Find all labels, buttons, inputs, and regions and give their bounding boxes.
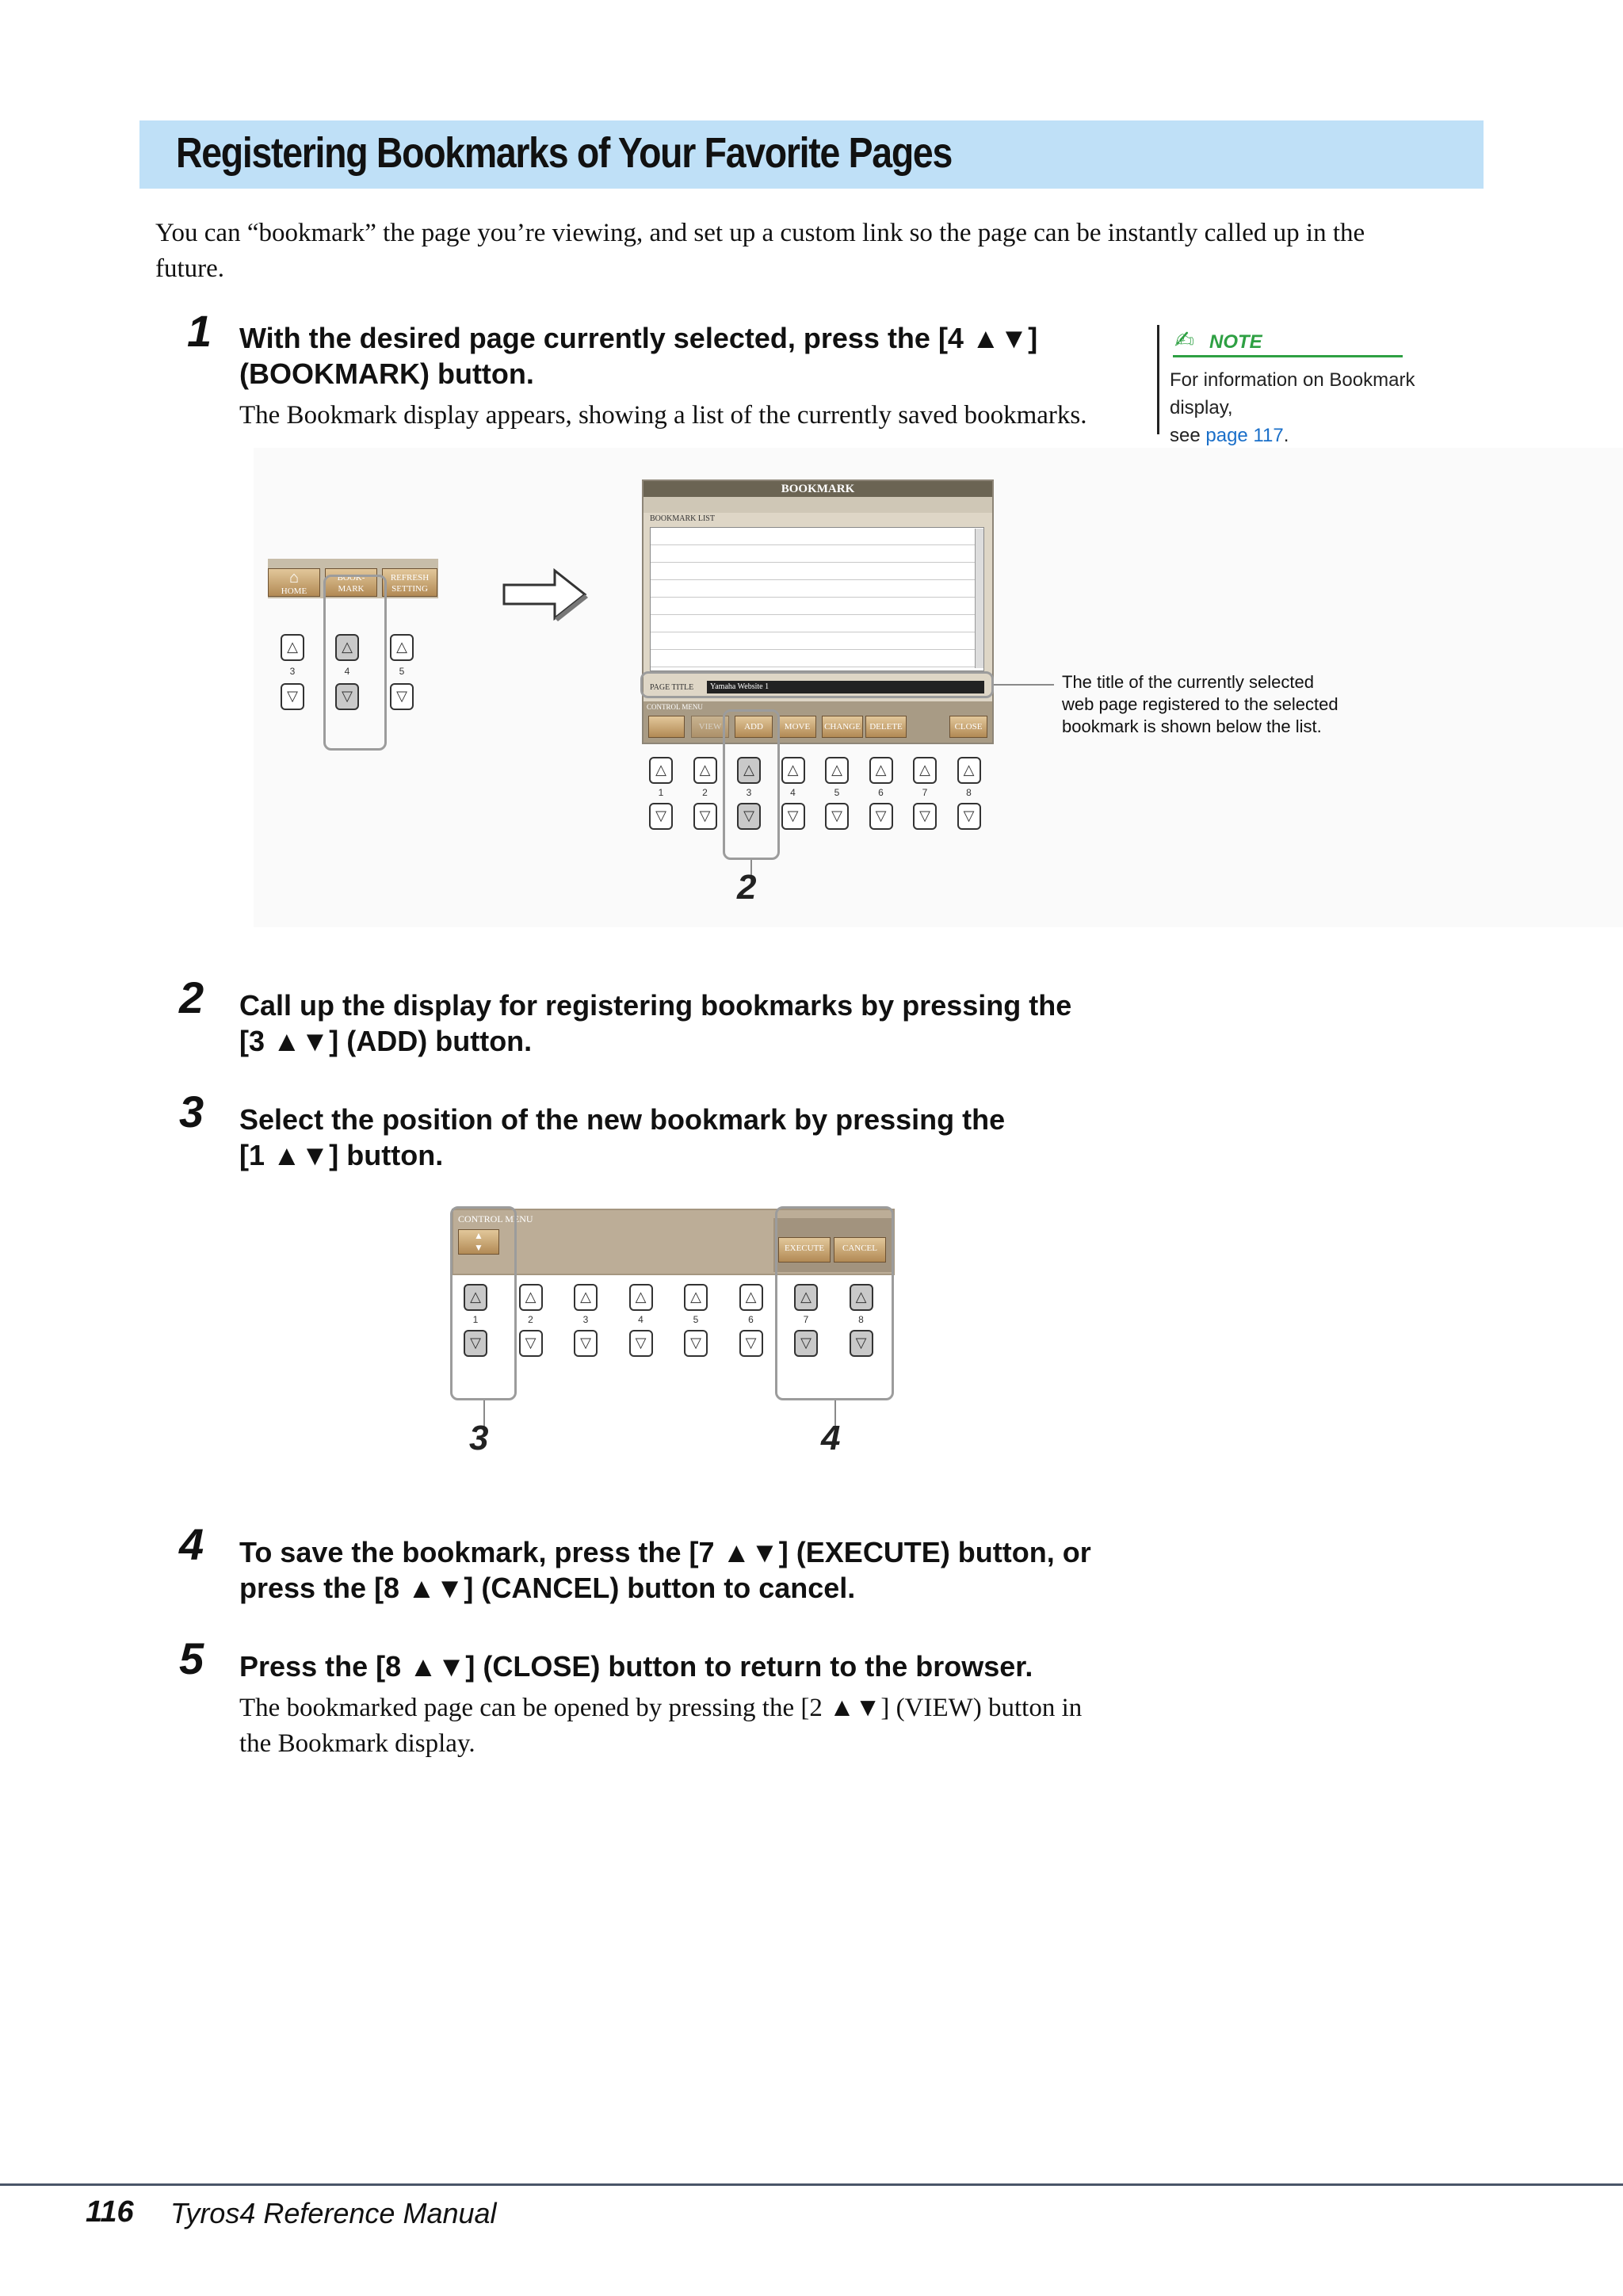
button-7-label: 7 — [922, 787, 928, 798]
fig2-updown-icon: ▲ ▼ — [474, 1230, 483, 1253]
note-label: NOTE — [1209, 331, 1262, 353]
button-6-up[interactable]: △ — [869, 757, 893, 784]
button-3-up[interactable]: △ — [574, 1284, 598, 1311]
step-2-number: 2 — [179, 972, 204, 1022]
step-1-description: The Bookmark display appears, showing a list of the currently saved bookmarks. — [239, 401, 1087, 430]
button-4-up[interactable]: △ — [781, 757, 805, 784]
callout-line-3: bookmark is shown below the list. — [1062, 716, 1322, 736]
figure-2 — [372, 1197, 927, 1482]
page-title-label: PAGE TITLE — [650, 683, 694, 692]
button-2-label: 2 — [528, 1314, 533, 1325]
pencil-icon: ✍ — [1174, 327, 1195, 354]
panel-button-3-up[interactable]: △ — [281, 634, 304, 661]
panel-button-3-label: 3 — [289, 666, 296, 677]
step-5 — [239, 1648, 1270, 1762]
intro-line-1: You can “bookmark” the page you’re viewing, and set up a custom link so the page can be instantly called up in the — [155, 219, 1365, 247]
note-bar — [1157, 325, 1159, 434]
step-3-number: 3 — [179, 1087, 204, 1137]
step-4-number: 4 — [179, 1519, 204, 1569]
step-5-description-line-1: The bookmarked page can be opened by pressing the [2 ▲▼] (VIEW) button in — [239, 1694, 1083, 1722]
section-title-band — [139, 120, 1484, 189]
button-4-label: 4 — [638, 1314, 643, 1325]
button-3-up[interactable]: △ — [737, 757, 761, 784]
bookmark-display — [642, 479, 994, 744]
button-6-up[interactable]: △ — [739, 1284, 763, 1311]
panel-button-4-label: 4 — [344, 666, 350, 677]
step-5-number: 5 — [179, 1633, 204, 1683]
step-4-line-1: To save the bookmark, press the [7 ▲▼] (EXECUTE) button, or — [239, 1536, 1091, 1568]
section-title: Registering Bookmarks of Your Favorite Pages — [176, 129, 952, 177]
button-8-up[interactable]: △ — [850, 1284, 873, 1311]
step-2 — [239, 988, 1230, 1059]
button-2-down[interactable]: ▽ — [519, 1330, 543, 1357]
bookmark-list-scrollbar[interactable] — [975, 529, 983, 668]
button-2-up[interactable]: △ — [519, 1284, 543, 1311]
add-button-highlight — [723, 709, 780, 860]
button-5-label: 5 — [693, 1314, 699, 1325]
button-3-label: 3 — [746, 787, 752, 798]
figure-1 — [254, 448, 1623, 927]
button-7-down[interactable]: ▽ — [794, 1330, 818, 1357]
button-4-down[interactable]: ▽ — [629, 1330, 653, 1357]
note-text-suffix: . — [1283, 425, 1289, 446]
page-title-value: Yamaha Website 1 — [707, 681, 984, 693]
lcd-tab-row — [643, 716, 992, 739]
step-2-line-2: [3 ▲▼] (ADD) button. — [239, 1025, 533, 1057]
button-1-label: 1 — [472, 1314, 479, 1325]
button-6-label: 6 — [878, 787, 884, 798]
intro-paragraph — [155, 216, 1503, 287]
button-5-up[interactable]: △ — [684, 1284, 708, 1311]
panel-button-5-up[interactable]: △ — [390, 634, 414, 661]
note-box — [1157, 325, 1474, 446]
page-title-callout — [1062, 671, 1379, 738]
button-3-down[interactable]: ▽ — [574, 1330, 598, 1357]
cancel-tab: CANCEL — [834, 1237, 886, 1263]
button-1-down[interactable]: ▽ — [464, 1330, 487, 1357]
button-3-label: 3 — [582, 1314, 589, 1325]
home-icon: ⌂ — [288, 569, 299, 586]
lcd-tab-add: ADD — [735, 716, 773, 738]
button-7-label: 7 — [803, 1314, 809, 1325]
callout-3-number: 3 — [469, 1419, 489, 1457]
callout-2-number: 2 — [737, 868, 757, 907]
panel-button-3-down[interactable]: ▽ — [281, 683, 304, 710]
callout-line-1: The title of the currently selected — [1062, 672, 1314, 692]
button-8-label: 8 — [858, 1314, 864, 1325]
button-1-label: 1 — [658, 787, 664, 798]
button-4-label: 4 — [790, 787, 796, 798]
note-text-prefix: see — [1170, 425, 1206, 446]
button-6-down[interactable]: ▽ — [869, 803, 893, 830]
button-1-up[interactable]: △ — [464, 1284, 487, 1311]
step-1-line-2: (BOOKMARK) button. — [239, 357, 534, 390]
home-tab-label: HOME — [281, 586, 307, 596]
bookmark-list[interactable] — [650, 527, 984, 671]
button-8-down[interactable]: ▽ — [957, 803, 981, 830]
button-3-down[interactable]: ▽ — [737, 803, 761, 830]
button-5-label: 5 — [834, 787, 840, 798]
button-1-down[interactable]: ▽ — [649, 803, 673, 830]
step-1-line-1: With the desired page currently selected, press the [4 ▲▼] — [239, 322, 1038, 354]
button-8-up[interactable]: △ — [957, 757, 981, 784]
bookmark-display-title: BOOKMARK — [643, 481, 992, 497]
note-page-link[interactable]: page 117 — [1205, 425, 1284, 446]
display-buttons — [649, 757, 998, 844]
control-menu-label: CONTROL MENU — [647, 703, 703, 711]
bookmark-tab-label: BOOK-MARK — [337, 573, 365, 594]
buttons-7-8-highlight — [775, 1206, 894, 1400]
refresh-tab — [382, 568, 437, 597]
button-5-up[interactable]: △ — [825, 757, 849, 784]
lcd-tab-change: CHANGE — [822, 716, 863, 738]
button-1-highlight — [450, 1206, 517, 1400]
step-5-line-1: Press the [8 ▲▼] (CLOSE) button to return to the browser. — [239, 1650, 1033, 1683]
panel-button-4-down[interactable]: ▽ — [335, 683, 359, 710]
lcd-tab-delete: DELETE — [865, 716, 907, 738]
panel-button-5-label: 5 — [399, 666, 405, 677]
arrow-right-icon — [499, 563, 594, 626]
step-3-line-1: Select the position of the new bookmark by pressing the — [239, 1103, 1006, 1136]
lcd-tab-close: CLOSE — [949, 716, 987, 738]
button-5-down[interactable]: ▽ — [684, 1330, 708, 1357]
note-underline — [1173, 355, 1403, 357]
button-1-up[interactable]: △ — [649, 757, 673, 784]
bookmark-list-label: BOOKMARK LIST — [650, 514, 715, 523]
step-2-line-1: Call up the display for registering bookmarks by pressing the — [239, 989, 1072, 1022]
home-tab — [268, 568, 320, 597]
lcd-tab-move: MOVE — [778, 716, 816, 738]
step-3 — [239, 1102, 1230, 1173]
button-8-label: 8 — [966, 787, 972, 798]
button-7-up[interactable]: △ — [913, 757, 937, 784]
panel-button-4-up[interactable]: △ — [335, 634, 359, 661]
lcd-tab-view: VIEW — [691, 716, 729, 738]
callout-leader — [994, 684, 1054, 686]
button-6-label: 6 — [748, 1314, 754, 1325]
footer-rule — [0, 2183, 1623, 2186]
fig2-control-menu-label: CONTROL MENU — [458, 1213, 533, 1224]
button-7-up[interactable]: △ — [794, 1284, 818, 1311]
step-4 — [239, 1534, 1270, 1606]
step-4-line-2: press the [8 ▲▼] (CANCEL) button to cancel. — [239, 1572, 856, 1604]
note-text — [1170, 366, 1479, 449]
button-6-down[interactable]: ▽ — [739, 1330, 763, 1357]
button-2-up[interactable]: △ — [693, 757, 717, 784]
page-title-highlight — [640, 671, 994, 698]
intro-line-2: future. — [155, 254, 225, 283]
footer-manual-title: Tyros4 Reference Manual — [170, 2197, 497, 2229]
execute-tab: EXECUTE — [778, 1237, 831, 1263]
panel-button-5-down[interactable]: ▽ — [390, 683, 414, 710]
bookmark-button-highlight — [323, 575, 387, 751]
step-1-number: 1 — [187, 306, 212, 356]
button-2-label: 2 — [702, 787, 708, 798]
button-8-down[interactable]: ▽ — [850, 1330, 873, 1357]
step-3-line-2: [1 ▲▼] button. — [239, 1139, 444, 1171]
button-4-down[interactable]: ▽ — [781, 803, 805, 830]
button-5-down[interactable]: ▽ — [825, 803, 849, 830]
lcd-tab-1 — [648, 716, 685, 738]
button-2-down[interactable]: ▽ — [693, 803, 717, 830]
refresh-tab-label: REFRESH SETTING — [390, 573, 430, 594]
note-text-line-1: For information on Bookmark display, — [1170, 369, 1415, 418]
step-1 — [239, 320, 1151, 434]
footer-page-number: 116 — [86, 2195, 134, 2229]
button-7-down[interactable]: ▽ — [913, 803, 937, 830]
callout-line-2: web page registered to the selected — [1062, 694, 1338, 714]
step-5-description-line-2: the Bookmark display. — [239, 1729, 475, 1758]
callout-4-number: 4 — [821, 1419, 841, 1457]
button-4-up[interactable]: △ — [629, 1284, 653, 1311]
